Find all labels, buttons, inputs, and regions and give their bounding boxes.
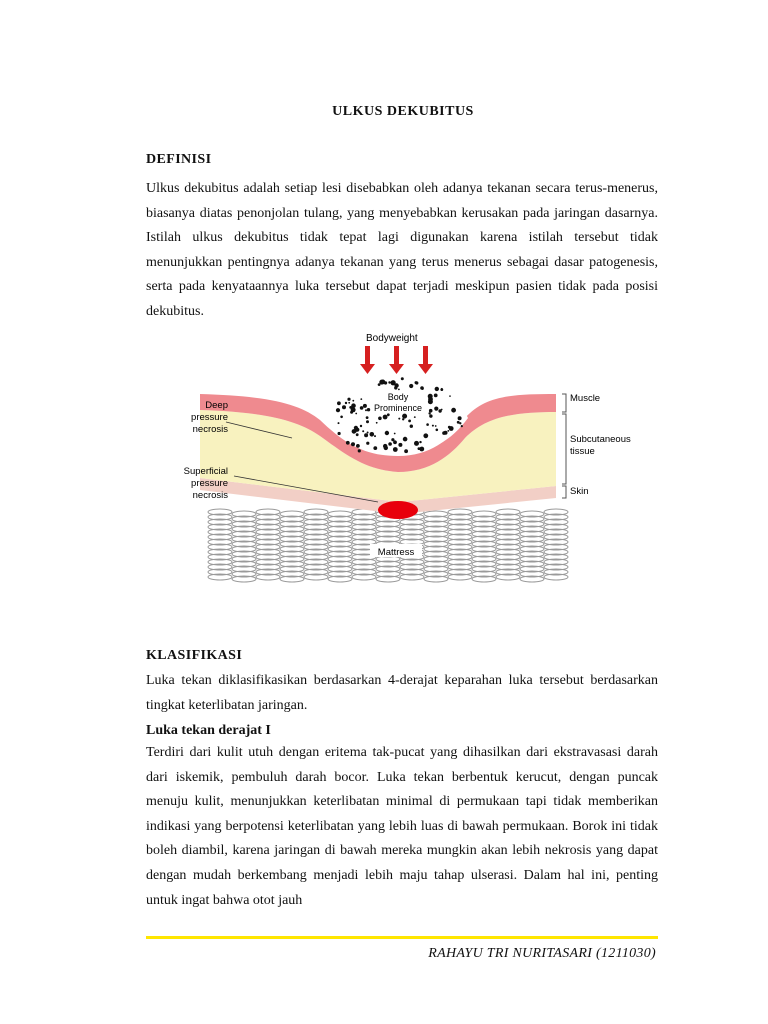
document-title: ULKUS DEKUBITUS — [332, 104, 474, 119]
paragraph-klasifikasi: Luka tekan diklasifikasikan berdasarkan 4-derajat keparahan luka tersebut berdasarkan tingkat keterlibatan jaringan. — [146, 673, 658, 713]
label-prominence: Prominence — [373, 403, 423, 413]
footer-divider — [146, 936, 658, 939]
label-tissue: tissue — [570, 446, 595, 457]
label-deep-2: pressure — [191, 412, 228, 423]
label-deep-1: Deep — [205, 400, 228, 411]
pressure-ulcer-diagram — [160, 326, 660, 586]
superficial-necrosis-spot — [378, 501, 418, 519]
label-superficial-2: pressure — [191, 478, 228, 489]
layer-brackets — [562, 394, 566, 498]
paragraph-derajat-1: Terdiri dari kulit utuh dengan eritema tak-pucat yang dihasilkan dari ekstravasasi darah dari iskemik, pembuluh darah bocor. Luka tekan berbentuk kerucut, dengan puncak menuju kulit, menunjukkan keterlibatan minimal di permukaan tapi tidak memberikan indikasi yang berpotensi keterlibatan yang lebih luas di bawah permukaan. Borok ini tidak boleh diambil, karena jaringan di bawah mereka mungkin akan lebih nekrosis yang dapat dengan mudah berkembang menjadi lebih maju tahap ulserasi. Dalam hal ini, penting untuk ingat bahwa otot jauh — [146, 745, 658, 908]
label-superficial-1: Superficial — [183, 466, 228, 477]
label-skin: Skin — [570, 486, 589, 497]
label-subcutaneous: Subcutaneous — [570, 434, 631, 445]
label-body: Body — [387, 392, 409, 402]
label-superficial-3: necrosis — [192, 490, 228, 501]
label-muscle: Muscle — [570, 393, 601, 404]
heading-definisi: DEFINISI — [146, 152, 212, 167]
label-bodyweight: Bodyweight — [366, 333, 418, 344]
paragraph-definisi: Ulkus dekubitus adalah setiap lesi disebabkan oleh adanya tekanan secara terus-menerus, biasanya diatas penonjolan tulang, yang menyebabkan kerusakan pada jaringan dasarnya. Istilah ulkus dekubitus tidak tepat lagi digunakan karena istilah tersebut tidak menunjukkan pentingnya adanya tekanan yang terus menerus sebagai dasar patogenesis, serta pada kenyataannya luka tersebut dapat terjadi meskipun pasien tidak pada posisi dekubitus. — [146, 181, 658, 319]
heading-klasifikasi: KLASIFIKASI — [146, 648, 243, 663]
bodyweight-arrows — [360, 346, 433, 374]
label-mattress: Mattress — [377, 547, 415, 558]
subheading-derajat-1: Luka tekan derajat I — [146, 723, 271, 738]
footer-author: RAHAYU TRI NURITASARI (1211030) — [428, 946, 656, 961]
label-deep-3: necrosis — [192, 424, 228, 435]
